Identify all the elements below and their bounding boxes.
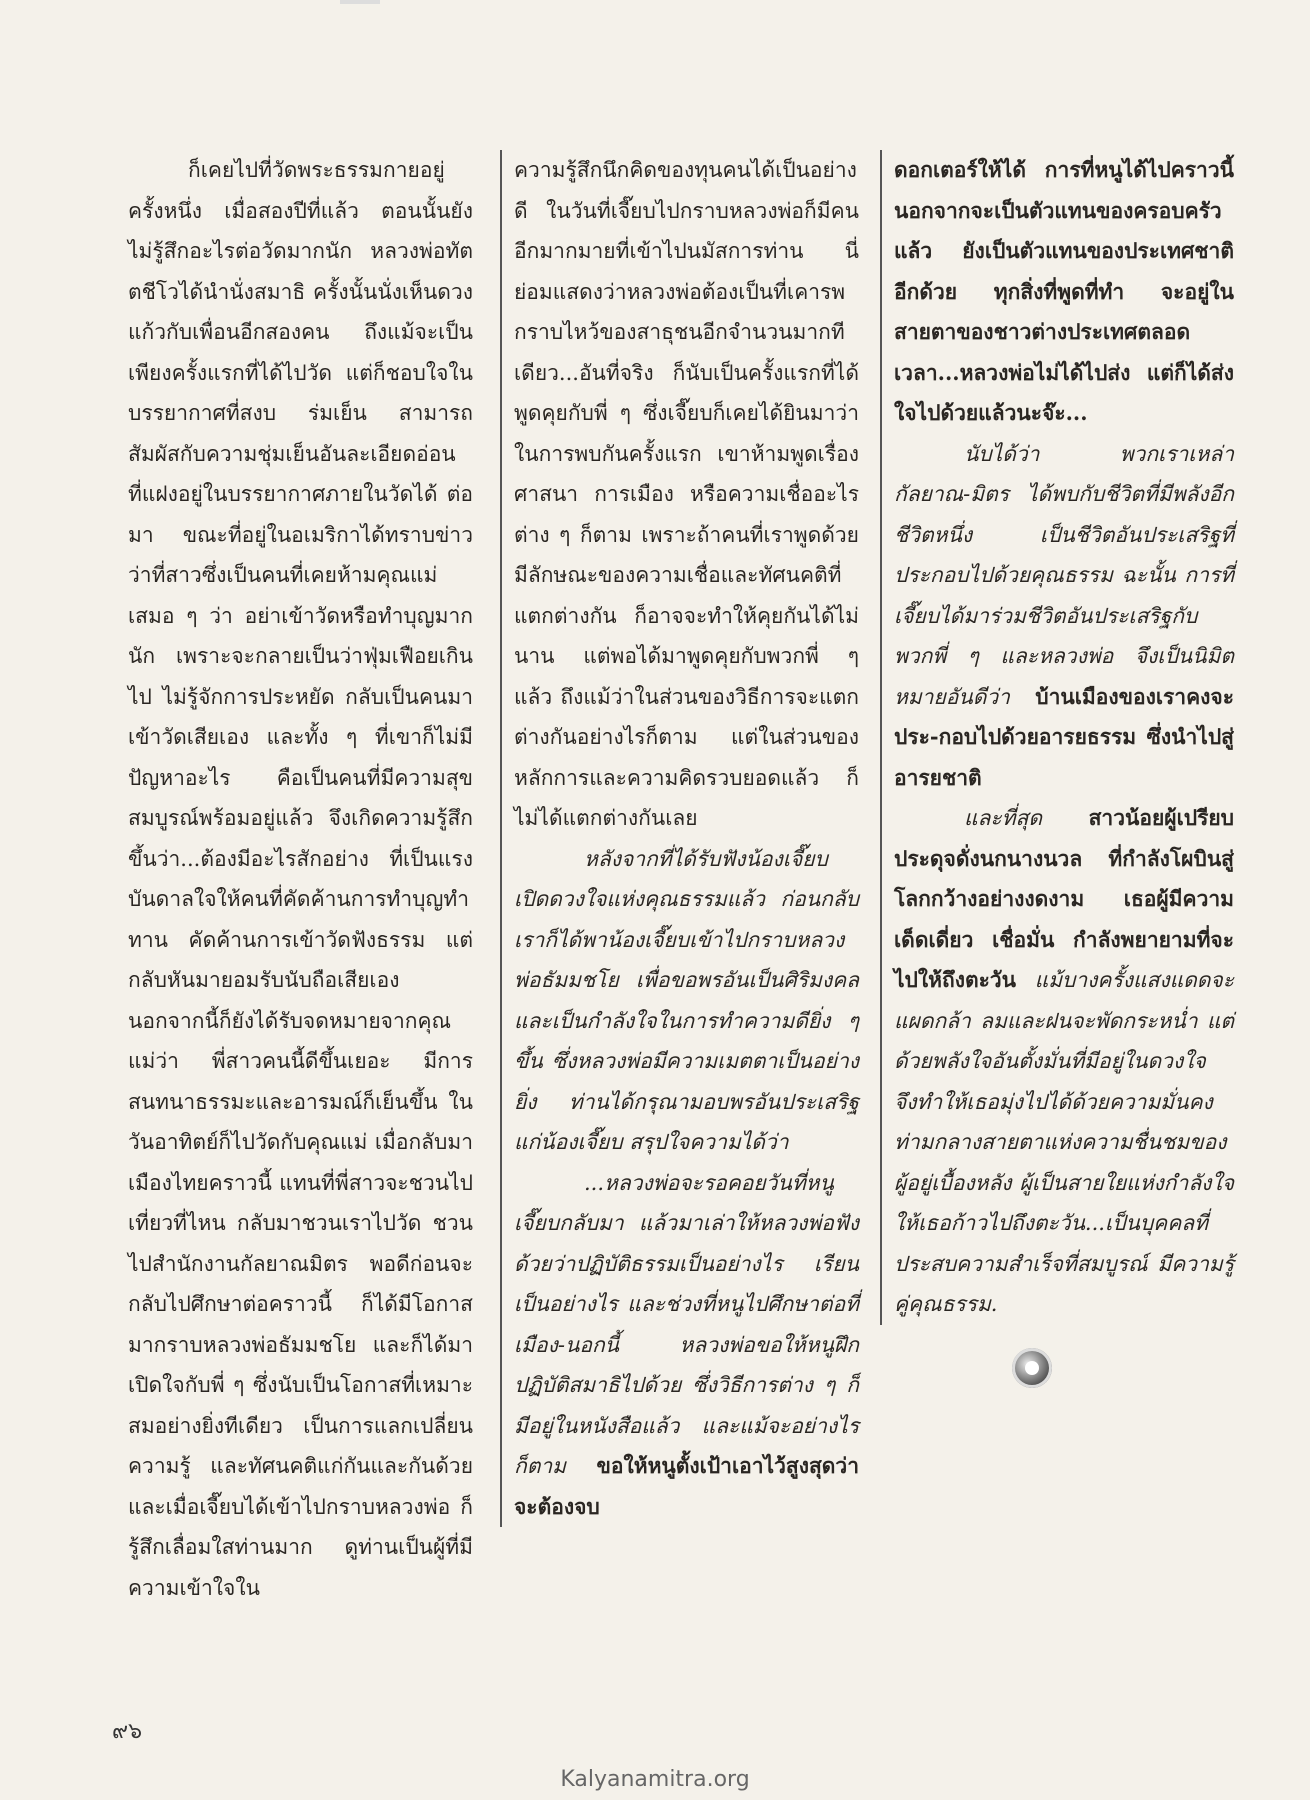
paragraph: ความรู้สึกนึกคิดของทุนคนได้เป็นอย่างดี ในวันที่เจี๊ยบไปกราบหลวงพ่อก็มีคนอีกมากมายที่เข้าไปนมัสการท่าน นี่ย่อมแสดงว่าหลวงพ่อต้องเป็นที่เคารพกราบไหว้ของสาธุชนอีกจำนวนมากทีเดียว...อันที่จริง ก็นับเป็นครั้งแรกที่ได้พูดคุยกับพี่ ๆ ซึ่งเจี๊ยบก็เคยได้ยินมาว่า ในการพบกันครั้งแรก เขาห้ามพูดเรื่องศาสนา การเมือง หรือความเชื่ออะไรต่าง ๆ ก็ตาม เพราะถ้าคนที่เราพูดด้วย มีลักษณะของความเชื่อและทัศนคติที่แตกต่างกัน ก็อาจจะทำให้คุยกันได้ไม่นาน แต่พอได้มาพูดคุยกับพวกพี่ ๆ แล้ว ถึงแม้ว่าในส่วนของวิธีการจะแตกต่างกันอย่างไรก็ตาม แต่ในส่วนของหลักการและความคิดรวบยอดแล้ว ก็ไม่ได้แตกต่างกันเลย (514, 158, 859, 830)
text-italic: และที่สุด (964, 806, 1042, 830)
top-print-mark (340, 0, 380, 4)
article-column-2 (500, 150, 859, 1527)
article-column-3 (880, 150, 1234, 1325)
paragraph (894, 434, 1234, 799)
quote-bold: ขอให้หนูตั้งเป้าเอาไว้สูงสุดว่า จะต้องจบ (514, 1453, 859, 1519)
page-number: ๙๖ (112, 1719, 143, 1744)
text-bold: บ้านเมืองของเราคงจะประ-กอบไปด้วยอารยธรรม ซึ่งนำไปสู่อารยชาติ (894, 683, 1234, 790)
paragraph-italic: หลังจากที่ได้รับฟังน้องเจี๊ยบเปิดดวงใจแห่งคุณธรรมแล้ว ก่อนกลับ เราก็ได้พาน้องเจี๊ยบเข้าไปกราบหลวงพ่อธัมมชโย เพื่อขอพรอันเป็นศิริมงคล และเป็นกำลังใจในการทำความดียิ่ง ๆ ขึ้น ซึ่งหลวงพ่อมีความเมตตาเป็นอย่างยิ่ง ท่านได้กรุณามอบพรอันประเสริฐแก่น้องเจี๊ยบ สรุปใจความได้ว่า (514, 846, 859, 1154)
dhammakaya-emblem-icon (1012, 1348, 1052, 1388)
quote-continued: ดอกเตอร์ให้ได้ การที่หนูได้ไปคราวนี้ นอกจากจะเป็นตัวแทนของครอบครัวแล้ว ยังเป็นตัวแทนของประเทศชาติอีกด้วย ทุกสิ่งที่พูดที่ทำ จะอยู่ในสายตาของชาวต่างประเทศตลอดเวลา...หลวงพ่อไม่ได้ไปส่ง แต่ก็ได้ส่งใจไปด้วยแล้วนะจ๊ะ... (894, 157, 1234, 425)
quote-italic: ...หลวงพ่อจะรอคอยวันที่หนูเจี๊ยบกลับมา แล้วมาเล่าให้หลวงพ่อฟังด้วยว่าปฏิบัติธรรมเป็นอย่างไร เรียนเป็นอย่างไร และช่วงที่หนูไปศึกษาต่อที่เมือง-นอกนี้ หลวงพ่อขอให้หนูฝึกปฏิบัติสมาธิไปด้วย ซึ่งวิธีการต่าง ๆ ก็มีอยู่ในหนังสือแล้ว และแม้จะอย่างไรก็ตาม (514, 1170, 859, 1478)
closing-paragraph (894, 798, 1234, 1325)
article-column-1 (128, 150, 473, 1608)
quote-paragraph (514, 1163, 859, 1528)
text-bold: สาวน้อยผู้เปรียบประดุจดั่งนกนางนวล ที่กำลังโผบินสู่โลกกว้างอย่างงดงาม เธอผู้มีความเด็ดเดี่ยว เชื่อมั่น กำลังพยายามที่จะไปให้ถึงตะวัน (894, 805, 1234, 992)
footer-watermark: Kalyanamitra.org (560, 1767, 750, 1792)
text-italic: แม้บางครั้งแสงแดดจะแผดกล้า ลมและฝนจะพัดกระหน่ำ แต่ด้วยพลังใจอันตั้งมั่นที่มีอยู่ในดวงใจ จึงทำให้เธอมุ่งไปได้ด้วยความมั่นคง ท่ามกลางสายตาแห่งความชื่นชมของผู้อยู่เบื้องหลัง ผู้เป็นสายใยแห่งกำลังใจ ให้เธอก้าวไปถึงตะวัน...เป็นบุคคลที่ประสบความสำเร็จที่สมบูรณ์ มีความรู้คู่คุณธรรม. (894, 968, 1234, 1316)
text-italic: นับได้ว่า พวกเราเหล่ากัลยาณ-มิตร ได้พบกับชีวิตที่มีพลังอีกชีวิตหนึ่ง เป็นชีวิตอันประเสริฐที่ประกอบไปด้วยคุณธรรม ฉะนั้น การที่เจี๊ยบได้มาร่วมชีวิตอันประเสริฐกับพวกพี่ ๆ และหลวงพ่อ จึงเป็นนิมิตหมายอันดีว่า (894, 441, 1234, 709)
paragraph: ก็เคยไปที่วัดพระธรรมกายอยู่ครั้งหนึ่ง เมื่อสองปีที่แล้ว ตอนนั้นยังไม่รู้สึกอะไรต่อวัดมากนัก หลวงพ่อทัตตชีโวได้นำนั่งสมาธิ ครั้งนั้นนั่งเห็นดวงแก้วกับเพื่อนอีกสองคน ถึงแม้จะเป็นเพียงครั้งแรกที่ได้ไปวัด แต่ก็ชอบใจในบรรยากาศที่สงบ ร่มเย็น สามารถสัมผัสกับความชุ่มเย็นอันละเอียดอ่อน ที่แฝงอยู่ในบรรยากาศภายในวัดได้ ต่อมา ขณะที่อยู่ในอเมริกาได้ทราบข่าวว่าที่สาวซึ่งเป็นคนที่เคยห้ามคุณแม่เสมอ ๆ ว่า อย่าเข้าวัดหรือทำบุญมากนัก เพราะจะกลายเป็นว่าฟุ่มเฟือยเกินไป ไม่รู้จักการประหยัด กลับเป็นคนมาเข้าวัดเสียเอง และทั้ง ๆ ที่เขาก็ไม่มีปัญหาอะไร คือเป็นคนที่มีความสุขสมบูรณ์พร้อมอยู่แล้ว จึงเกิดความรู้สึกขึ้นว่า...ต้องมีอะไรสักอย่าง ที่เป็นแรงบันดาลใจให้คนที่คัดค้านการทำบุญทำทาน คัดค้านการเข้าวัดฟังธรรม แต่กลับหันมายอมรับนับถือเสียเอง นอกจากนี้ก็ยังได้รับจดหมายจากคุณแม่ว่า พี่สาวคนนี้ดีขึ้นเยอะ มีการสนทนาธรรมะและอารมณ์ก็เย็นขึ้น ในวันอาทิตย์ก็ไปวัดกับคุณแม่ เมื่อกลับมาเมืองไทยคราวนี้ แทนที่พี่สาวจะชวนไปเที่ยวที่ไหน กลับมาชวนเราไปวัด ชวนไปสำนักงานกัลยาณมิตร พอดีก่อนจะกลับไปศึกษาต่อคราวนี้ ก็ได้มีโอกาสมากราบหลวงพ่อธัมมชโย และก็ได้มาเปิดใจกับพี่ ๆ ซึ่งนับเป็นโอกาสที่เหมาะสมอย่างยิ่งทีเดียว เป็นการแลกเปลี่ยนความรู้ และทัศนคติแก่กันและกันด้วย และเมื่อเจี๊ยบได้เข้าไปกราบหลวงพ่อ ก็รู้สึกเลื่อมใสท่านมาก ดูท่านเป็นผู้ที่มีความเข้าใจใน (128, 158, 473, 1600)
